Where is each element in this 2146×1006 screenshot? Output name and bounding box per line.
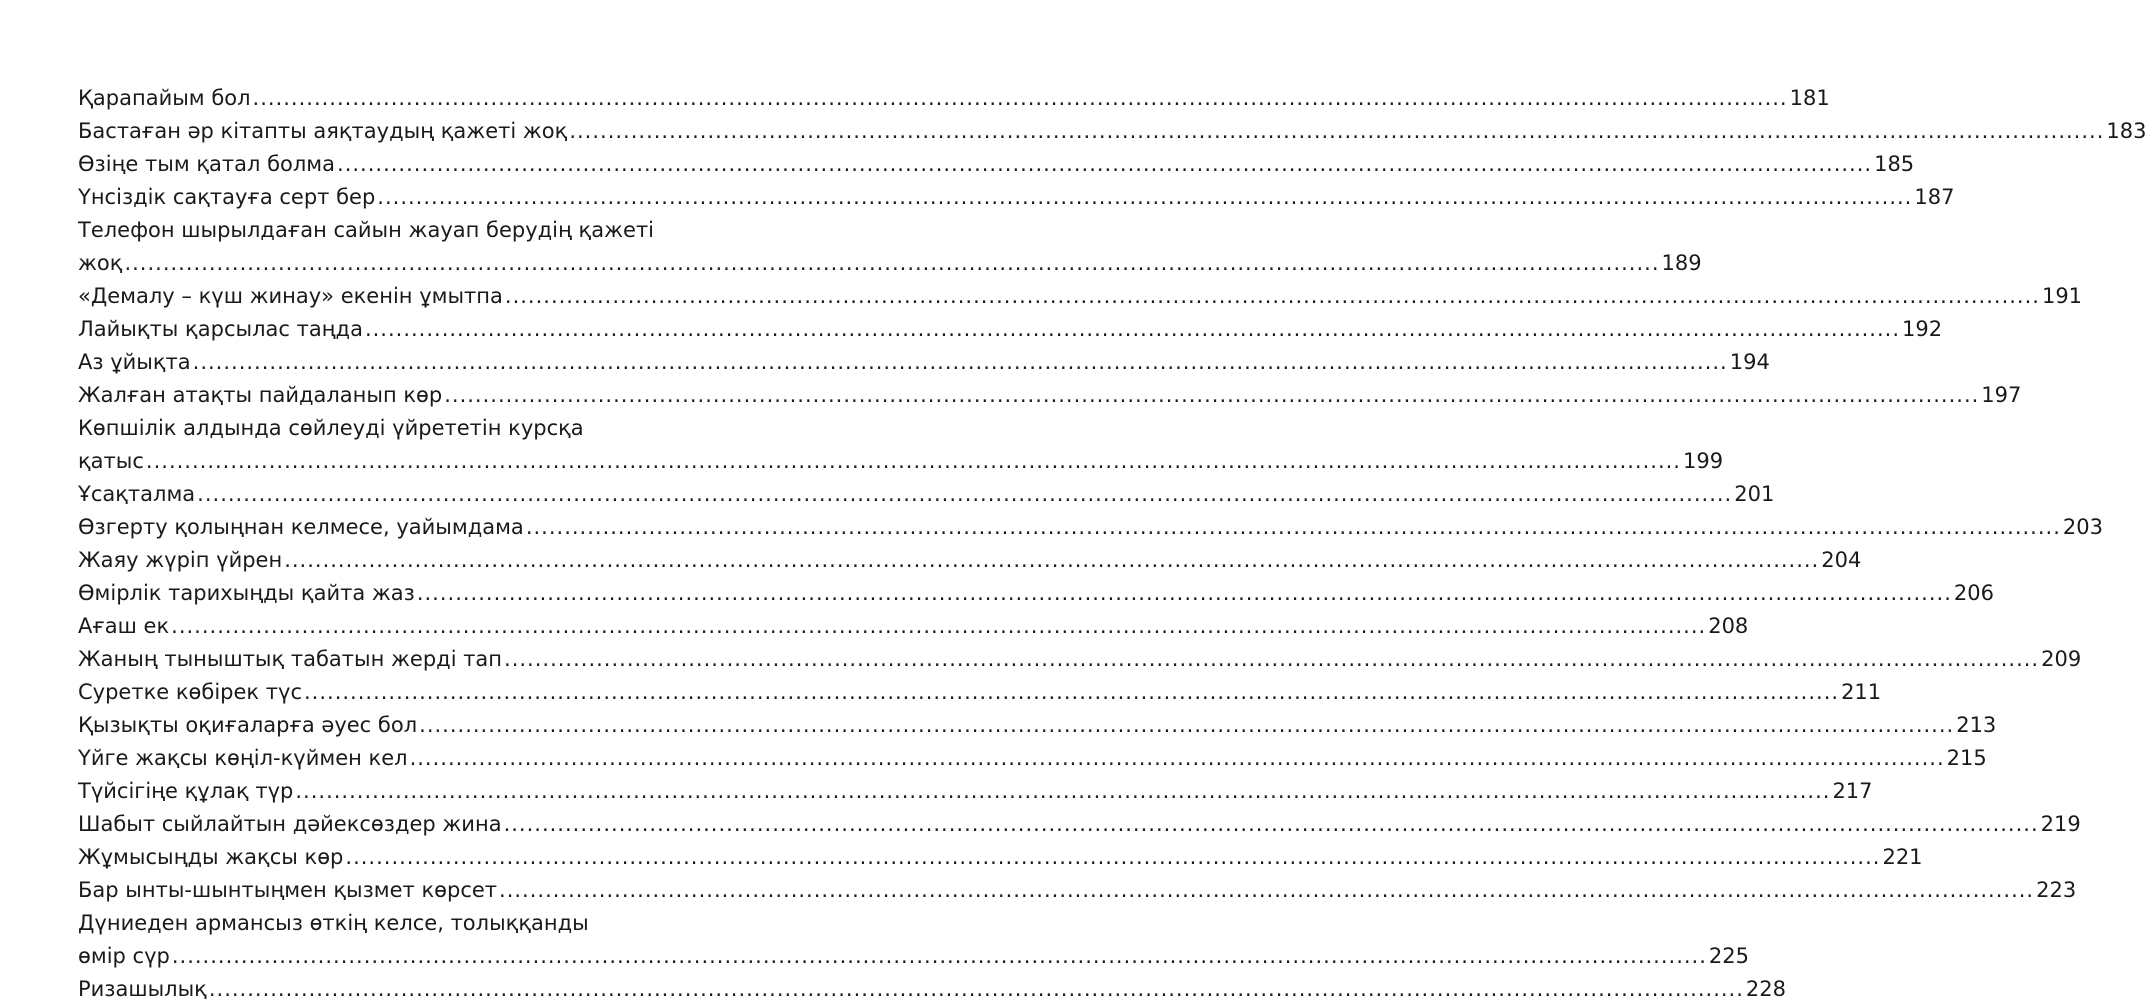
toc-entry [78, 214, 1702, 280]
toc-entry-page-number: 206 [1953, 581, 1994, 605]
dot-leader: ........................................................................................................................................................................................................ [337, 152, 1873, 176]
toc-entry-page-number: 191 [2041, 284, 2083, 308]
toc-entry-line [78, 577, 1994, 610]
dot-leader: ........................................................................................................................................................................................................ [145, 449, 1681, 473]
toc-entry-page-number: 201 [1734, 482, 1775, 506]
toc-entry-line [78, 247, 1702, 280]
toc-entry [78, 709, 1997, 742]
toc-entry-page-number: 183 [2106, 119, 2146, 143]
toc-entry-page-number: 189 [1661, 251, 1702, 275]
dot-leader: ........................................................................................................................................................................................................ [525, 515, 2061, 539]
dot-leader: ........................................................................................................................................................................................................ [503, 812, 2039, 836]
dot-leader: ........................................................................................................................................................................................................ [377, 185, 1913, 209]
toc-entry-line [78, 775, 1873, 808]
toc-entry-title: Өмірлік тарихыңды қайта жаз [78, 581, 415, 605]
toc-entry-page-number: 204 [1821, 548, 1862, 572]
toc-entry-title: Лайықты қарсылас таңда [78, 317, 363, 341]
toc-entry [78, 676, 1882, 709]
toc-entry-line [78, 841, 1923, 874]
toc-entry-line [78, 148, 1915, 181]
dot-leader: ........................................................................................................................................................................................................ [504, 284, 2040, 308]
toc-entry-title: «Демалу – күш жинау» екенін ұмытпа [78, 284, 503, 308]
dot-leader: ........................................................................................................................................................................................................ [345, 845, 1881, 869]
dot-leader: ........................................................................................................................................................................................................ [208, 977, 1744, 1001]
toc-entry-page-number: 219 [2040, 812, 2081, 836]
table-of-contents [78, 82, 2146, 1006]
dot-leader: ........................................................................................................................................................................................................ [192, 350, 1728, 374]
dot-leader: ........................................................................................................................................................................................................ [419, 713, 1955, 737]
toc-entry-line [78, 610, 1749, 643]
toc-entry-title: Ризашылық [78, 977, 207, 1001]
toc-entry [78, 511, 2103, 544]
toc-entry-page-number: 181 [1789, 86, 1830, 110]
toc-entry-page-number: 209 [2041, 647, 2082, 671]
toc-entry-title: Жаяу жүріп үйрен [78, 548, 283, 572]
toc-entry-title-first-line: Телефон шырылдаған сайын жауап берудің қажеті [78, 218, 655, 242]
toc-entry [78, 280, 2083, 313]
toc-entry [78, 973, 1786, 1006]
dot-leader: ........................................................................................................................................................................................................ [197, 482, 1733, 506]
toc-entry-line [78, 511, 2103, 544]
toc-entry-line [78, 676, 1882, 709]
toc-entry [78, 544, 1862, 577]
dot-leader: ........................................................................................................................................................................................................ [304, 680, 1840, 704]
toc-entry-line [78, 709, 1997, 742]
toc-entry-page-number: 185 [1874, 152, 1915, 176]
toc-entry [78, 412, 1724, 478]
toc-entry-title: қатыс [78, 449, 144, 473]
toc-entry-line [78, 280, 2083, 313]
toc-entry-title: Ұсақталма [78, 482, 196, 506]
toc-entry-page-number: 211 [1841, 680, 1882, 704]
toc-entry-title: Түйсігіңе құлақ түр [78, 779, 294, 803]
toc-entry-title: Жалған атақты пайдаланып көр [78, 383, 443, 407]
toc-entry [78, 478, 1775, 511]
toc-entry-line [78, 544, 1862, 577]
toc-entry-title: Өзгерту қолыңнан келмесе, уайымдама [78, 515, 524, 539]
toc-entry-page-number: 228 [1745, 977, 1786, 1001]
dot-leader: ........................................................................................................................................................................................................ [171, 944, 1707, 968]
toc-entry-line [78, 973, 1786, 1006]
toc-entry-line [78, 379, 2022, 412]
toc-entry [78, 775, 1873, 808]
toc-entry-line [78, 874, 2077, 907]
toc-entry [78, 643, 2082, 676]
toc-entry-page-number: 197 [1981, 383, 2022, 407]
toc-entry-title: Жаның тыныштық табатын жерді тап [78, 647, 503, 671]
dot-leader: ........................................................................................................................................................................................................ [444, 383, 1980, 407]
toc-entry-title: Бастаған әр кітапты аяқтаудың қажеті жоқ [78, 119, 568, 143]
toc-entry [78, 874, 2077, 907]
toc-entry-page-number: 225 [1708, 944, 1749, 968]
dot-leader: ........................................................................................................................................................................................................ [504, 647, 2040, 671]
toc-entry [78, 610, 1749, 643]
toc-entry-page-number: 203 [2062, 515, 2103, 539]
toc-entry-line [78, 313, 1943, 346]
toc-entry-title: Шабыт сыйлайтын дәйексөздер жина [78, 812, 502, 836]
toc-entry-page-number: 199 [1682, 449, 1724, 473]
toc-entry-page-number: 221 [1882, 845, 1923, 869]
toc-entry-line [78, 346, 1770, 379]
dot-leader: ........................................................................................................................................................................................................ [252, 86, 1788, 110]
toc-entry [78, 313, 1943, 346]
toc-entry [78, 148, 1915, 181]
toc-entry-title-first-line: Көпшілік алдында сөйлеуді үйрететін курсқа [78, 416, 584, 440]
toc-entry-page-number: 187 [1914, 185, 1955, 209]
toc-entry-line [78, 643, 2082, 676]
toc-entry-title: Суретке көбірек түс [78, 680, 302, 704]
dot-leader: ........................................................................................................................................................................................................ [409, 746, 1945, 770]
toc-entry-title: Ағаш ек [78, 614, 170, 638]
dot-leader: ........................................................................................................................................................................................................ [364, 317, 1901, 341]
toc-entry-title: жоқ [78, 251, 123, 275]
toc-entry-title: Жұмысыңды жақсы көр [78, 845, 344, 869]
toc-entry [78, 346, 1770, 379]
dot-leader: ........................................................................................................................................................................................................ [124, 251, 1660, 275]
toc-entry-page-number: 208 [1708, 614, 1749, 638]
toc-entry-title: Өзіңе тым қатал болма [78, 152, 336, 176]
toc-entry-page-number: 223 [2036, 878, 2077, 902]
toc-entry-title: Қарапайым бол [78, 86, 251, 110]
toc-entry-page-number: 217 [1832, 779, 1873, 803]
toc-entry [78, 181, 1955, 214]
toc-entry-page-number: 215 [1946, 746, 1987, 770]
toc-entry-page-number: 192 [1902, 317, 1943, 341]
toc-entry-title: Аз ұйықта [78, 350, 191, 374]
toc-entry-page-number: 213 [1956, 713, 1997, 737]
toc-entry-line [78, 115, 2146, 148]
toc-entry [78, 808, 2081, 841]
toc-entry-line [78, 808, 2081, 841]
toc-entry-page-number: 194 [1729, 350, 1770, 374]
dot-leader: ........................................................................................................................................................................................................ [569, 119, 2105, 143]
dot-leader: ........................................................................................................................................................................................................ [416, 581, 1952, 605]
toc-entry-line [78, 445, 1724, 478]
toc-entry-line [78, 940, 1749, 973]
toc-entry [78, 115, 2146, 148]
toc-entry [78, 841, 1923, 874]
dot-leader: ........................................................................................................................................................................................................ [171, 614, 1707, 638]
toc-entry-line [78, 181, 1955, 214]
toc-entry-line [78, 478, 1775, 511]
dot-leader: ........................................................................................................................................................................................................ [284, 548, 1820, 572]
toc-entry [78, 82, 1830, 115]
toc-entry-title: Үйге жақсы көңіл-күймен кел [78, 746, 408, 770]
toc-entry [78, 742, 1987, 775]
toc-entry-line [78, 82, 1830, 115]
dot-leader: ........................................................................................................................................................................................................ [499, 878, 2035, 902]
toc-entry [78, 379, 2022, 412]
toc-entry-title: Бар ынты-шынтыңмен қызмет көрсет [78, 878, 498, 902]
toc-entry [78, 577, 1994, 610]
toc-entry [78, 907, 1749, 973]
toc-entry-title: Үнсіздік сақтауға серт бер [78, 185, 376, 209]
toc-entry-title: Қызықты оқиғаларға әуес бол [78, 713, 418, 737]
toc-entry-title: өмір сүр [78, 944, 170, 968]
dot-leader: ........................................................................................................................................................................................................ [295, 779, 1831, 803]
toc-entry-title-first-line: Дүниеден армансыз өткің келсе, толыққанды [78, 911, 589, 935]
toc-entry-line [78, 742, 1987, 775]
